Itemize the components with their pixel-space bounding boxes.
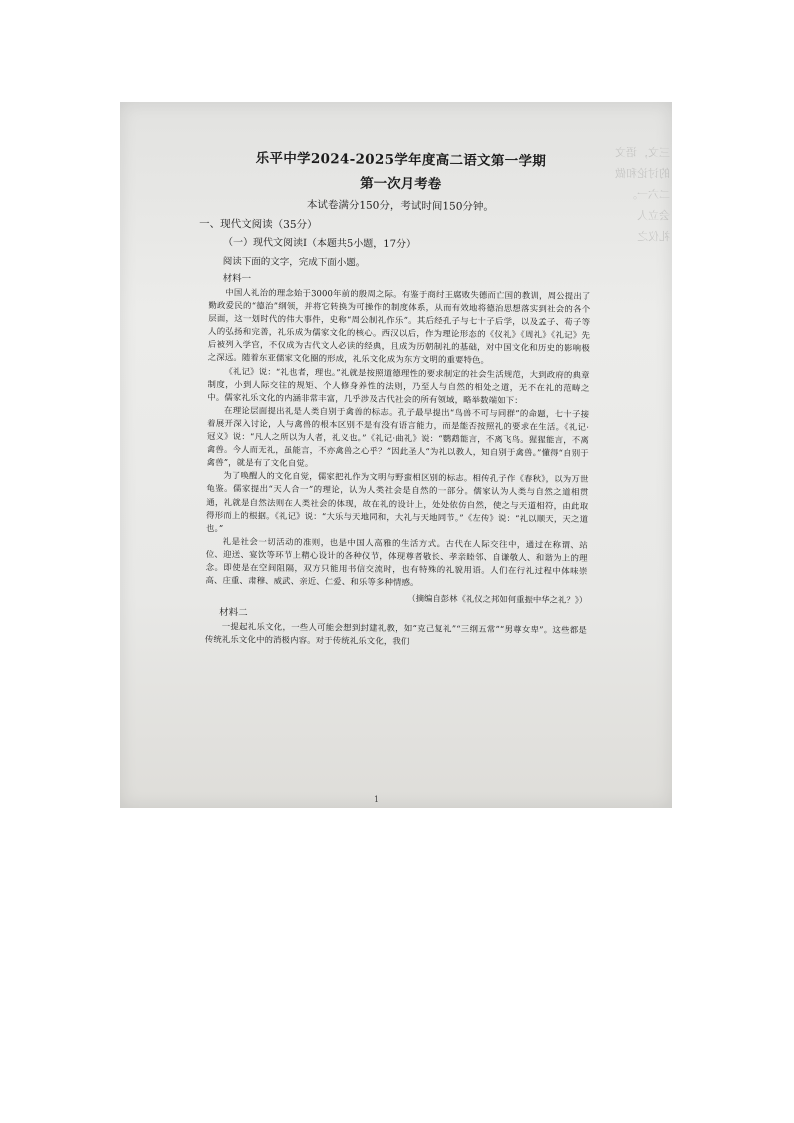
sub-heading: （一）现代文阅读Ⅰ（本题共5小题，17分） [222, 237, 417, 251]
exam-subtitle: 第一次月考卷 [360, 175, 442, 193]
paragraph: 在理论层面提出礼是人类自别于禽兽的标志。孔子最早提出“鸟兽不可与同群”的命题，七十子接着展开深入讨论，人与禽兽的根本区别不是有没有语言能力，而是能否按照礼的要求在生活。《礼记·冠义》说：“凡人之所以为人者，礼义也。”《礼记·曲礼》说：“鹦鹉能言，不离飞鸟。猩猩能言，不离禽兽。今人而无礼，虽能言，不亦禽兽之心乎？”因此圣人“为礼以教人，知自别于禽兽。”懂得“自别于禽兽”，就是有了文化自觉。 [206, 405, 590, 469]
paragraph: 礼是社会一切活动的准则，也是中国人高雅的生活方式。古代在人际交往中，通过在称谓、站位、迎送、宴饮等环节上精心设计的各种仪节，体现尊者敬长、孝亲睦邻、自谦敬人、和谐为上的理念。即使是在空间阻隔，双方只能用书信交流时，也有特殊的礼貌用语。人们在行礼过程中体味崇高、庄重、肃穆、威武、亲近、仁爱、和乐等多种情感。 [205, 535, 588, 588]
paragraph: 为了唤醒人的文化自觉，儒家把礼作为文明与野蛮相区别的标志。相传孔子作《春秋》，以为万世龟鉴。儒家提出“天人合一”的理论，认为人类社会是自然的一部分。儒家认为人类与自然之道相贯通，礼就是自然法则在人类社会的体现，故在礼的设计上，处处依仿自然，使之与天道相符，由此取得形而上的根据。《礼记》说：“大乐与天地同和，大礼与天地同节。”《左传》说：“礼以顺天，天之道也。” [205, 470, 589, 533]
material-label: 材料二 [219, 607, 248, 619]
citation: （摘编自彭林《礼仪之邦如何重振中华之礼？》） [407, 593, 588, 606]
instruction: 阅读下面的文字，完成下面小题。 [222, 256, 366, 269]
exam-title: 乐平中学2024-2025学年度高二语文第一学期 [255, 150, 547, 170]
scanned-photo [120, 102, 672, 808]
section-heading: 一、现代文阅读（35分） [199, 217, 318, 232]
exam-paper [199, 148, 592, 650]
bleed-through-text: 三文，语文 的讨论和做 二六一。 会立人 礼仪之 [615, 146, 670, 243]
paragraph: 中国人礼治的理念始于3000年前的殷周之际。有鉴于商纣王腐败失德而亡国的教训，周公提出了勤政爱民的“德治”纲领，并将它转换为可操作的制度体系，从而有效地将德治思想落实到社会的各个层面，这一划时代的伟大事件，史称“周公制礼作乐”。其后经孔子与七十子后学，以及孟子、荀子等人的弘扬和完善，礼乐成为儒家文化的核心。西汉以后，作为理论形态的《仪礼》《周礼》《礼记》先后被列入学官，不仅成为古代文人必读的经典，且成为历朝制礼的基础，对中国文化和历史的影响极之深远。随着东亚儒家文化圈的形成，礼乐文化成为东方文明的重要特色。 [207, 287, 591, 366]
material-label: 材料一 [222, 273, 252, 285]
paragraph: 《礼记》说：“礼也者，理也。”礼就是按照道德理性的要求制定的社会生活规范，大到政府的典章制度，小到人际交往的规矩、个人修身养性的法则，乃至人与自然的相处之道，无不在礼的范畴之中。儒家礼乐文化的内涵非常丰富，几乎涉及古代社会的所有领域，略举数端如下： [207, 365, 590, 406]
paragraph: 一提起礼乐文化，一些人可能会想到封建礼教，如“克己复礼”“三纲五常”“男尊女卑”。这些都是传统礼乐文化中的消极内容。对于传统礼乐文化，我们 [204, 621, 588, 647]
page-number: 1 [374, 795, 380, 804]
exam-info: 本试卷满分150分，考试时间150分钟。 [306, 199, 495, 213]
